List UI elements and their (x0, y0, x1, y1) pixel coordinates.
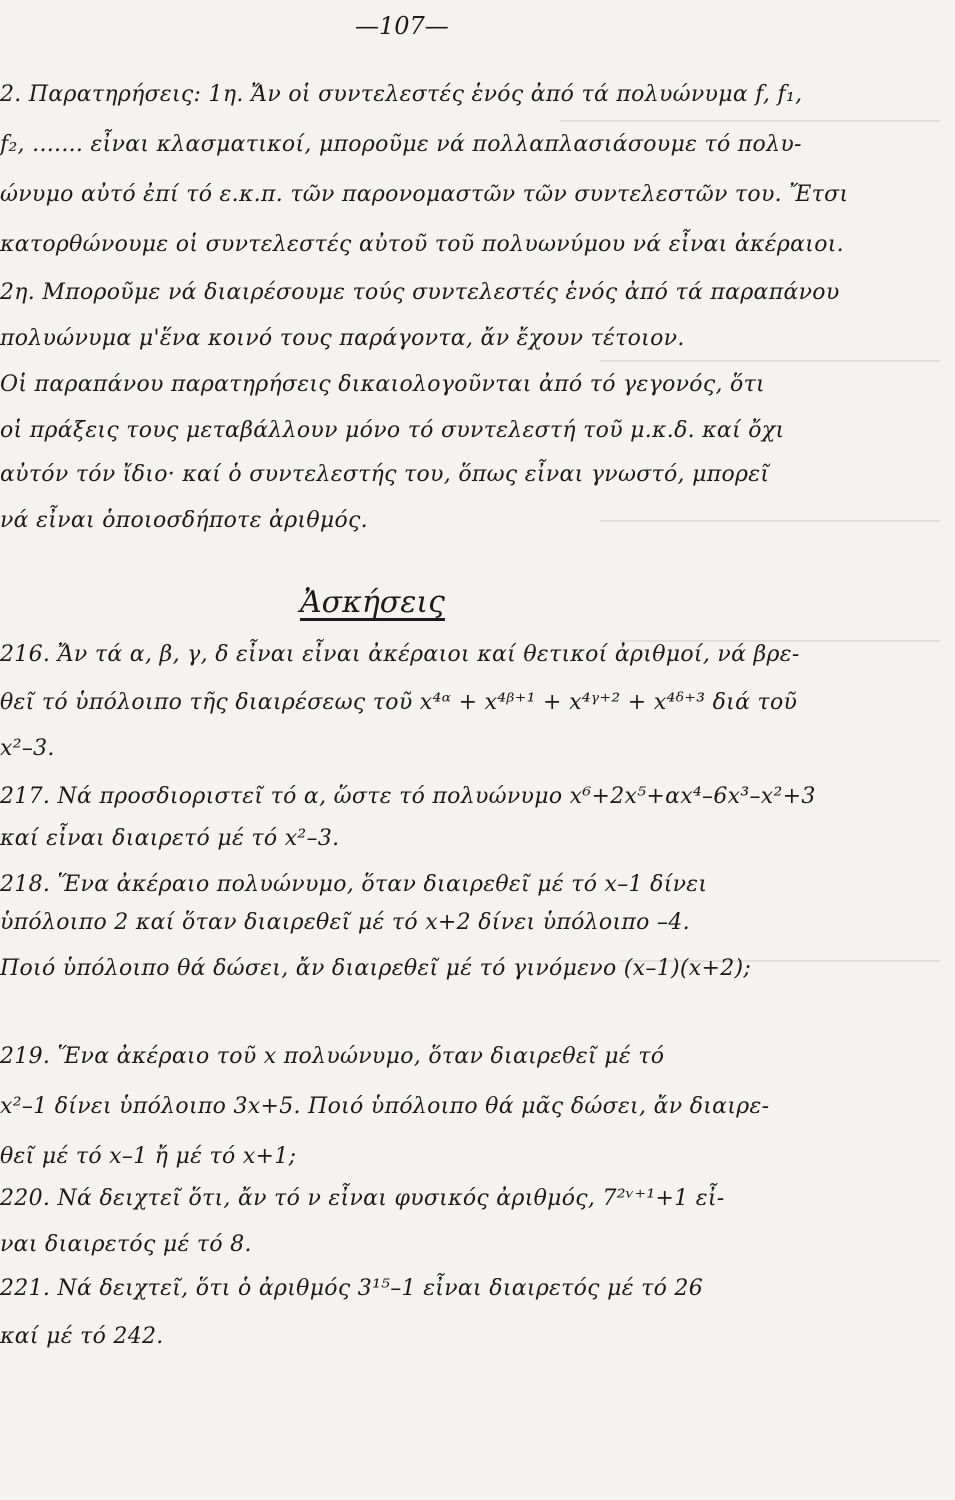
exercise-218: 218. Ἕνα ἀκέραιο πολυώνυμο, ὅταν διαιρεθεῖ μέ τό x–1 δίνει (0, 872, 708, 897)
exercise-219: 219. Ἕνα ἀκέραιο τοῦ x πολυώνυμο, ὅταν διαιρεθεῖ μέ τό (0, 1044, 665, 1069)
text-line: f₂, ....... εἶναι κλασματικοί, μποροῦμε νά πολλαπλασιάσουμε τό πολυ- (0, 132, 802, 157)
text-line: ὑπόλοιπο 2 καί ὅταν διαιρεθεῖ μέ τό x+2 δίνει ὑπόλοιπο –4. (0, 910, 690, 935)
text-line: νά εἶναι ὁποιοσδήποτε ἀριθμός. (0, 508, 368, 533)
exercise-216: 216. Ἄν τά α, β, γ, δ εἶναι εἶναι ἀκέραιοι καί θετικοί ἀριθμοί, νά βρε- (0, 642, 800, 667)
text-line: θεῖ τό ὑπόλοιπο τῆς διαιρέσεως τοῦ x⁴ᵅ + x⁴ᵝ⁺¹ + x⁴ᵞ⁺² + x⁴ᵟ⁺³ διά τοῦ (0, 690, 798, 715)
text-line: αὐτόν τόν ἴδιο· καί ὁ συντελεστής του, ὅπως εἶναι γνωστό, μπορεῖ (0, 462, 770, 487)
text-line: ναι διαιρετός μέ τό 8. (0, 1232, 252, 1257)
text-line: Οἱ παραπάνου παρατηρήσεις δικαιολογοῦνται ἀπό τό γεγονός, ὅτι (0, 372, 765, 397)
text-line: καί μέ τό 242. (0, 1324, 164, 1349)
text-line: ώνυμο αὐτό ἐπί τό ε.κ.π. τῶν παρονομαστῶν τῶν συντελεστῶν του. Ἔτσι (0, 182, 849, 207)
exercise-217: 217. Νά προσδιοριστεῖ τό α, ὥστε τό πολυώνυμο x⁶+2x⁵+αx⁴–6x³–x²+3 (0, 784, 816, 809)
text-line: πολυώνυμα μ'ἕνα κοινό τους παράγοντα, ἄν ἔχουν τέτοιον. (0, 326, 685, 351)
text-line: κατορθώνουμε οἱ συντελεστές αὐτοῦ τοῦ πολυωνύμου νά εἶναι ἀκέραιοι. (0, 232, 844, 257)
text-line: 2η. Μποροῦμε νά διαιρέσουμε τούς συντελεστές ἑνός ἀπό τά παραπάνου (0, 280, 840, 305)
text-line: x²–1 δίνει ὑπόλοιπο 3x+5. Ποιό ὑπόλοιπο θά μᾶς δώσει, ἄν διαιρε- (0, 1094, 770, 1119)
exercise-220: 220. Νά δειχτεῖ ὅτι, ἄν τό ν εἶναι φυσικός ἀριθμός, 7²ᵛ⁺¹+1 εἶ- (0, 1186, 725, 1211)
text-line: 2. Παρατηρήσεις: 1η. Ἄν οἱ συντελεστές ἑνός ἀπό τά πολυώνυμα f, f₁, (0, 82, 803, 107)
text-line: Ποιό ὑπόλοιπο θά δώσει, ἄν διαιρεθεῖ μέ τό γινόμενο (x–1)(x+2); (0, 956, 752, 981)
text-line: καί εἶναι διαιρετό μέ τό x²–3. (0, 826, 340, 851)
section-heading: Ἀσκήσεις (300, 585, 445, 620)
page-number: —107— (355, 12, 449, 40)
text-line: θεῖ μέ τό x–1 ἤ μέ τό x+1; (0, 1144, 297, 1169)
text-line: οἱ πράξεις τους μεταβάλλουν μόνο τό συντελεστή τοῦ μ.κ.δ. καί ὄχι (0, 418, 785, 443)
exercise-221: 221. Νά δειχτεῖ, ὅτι ὁ ἀριθμός 3¹⁵–1 εἶναι διαιρετός μέ τό 26 (0, 1276, 703, 1301)
text-line: x²–3. (0, 736, 55, 761)
